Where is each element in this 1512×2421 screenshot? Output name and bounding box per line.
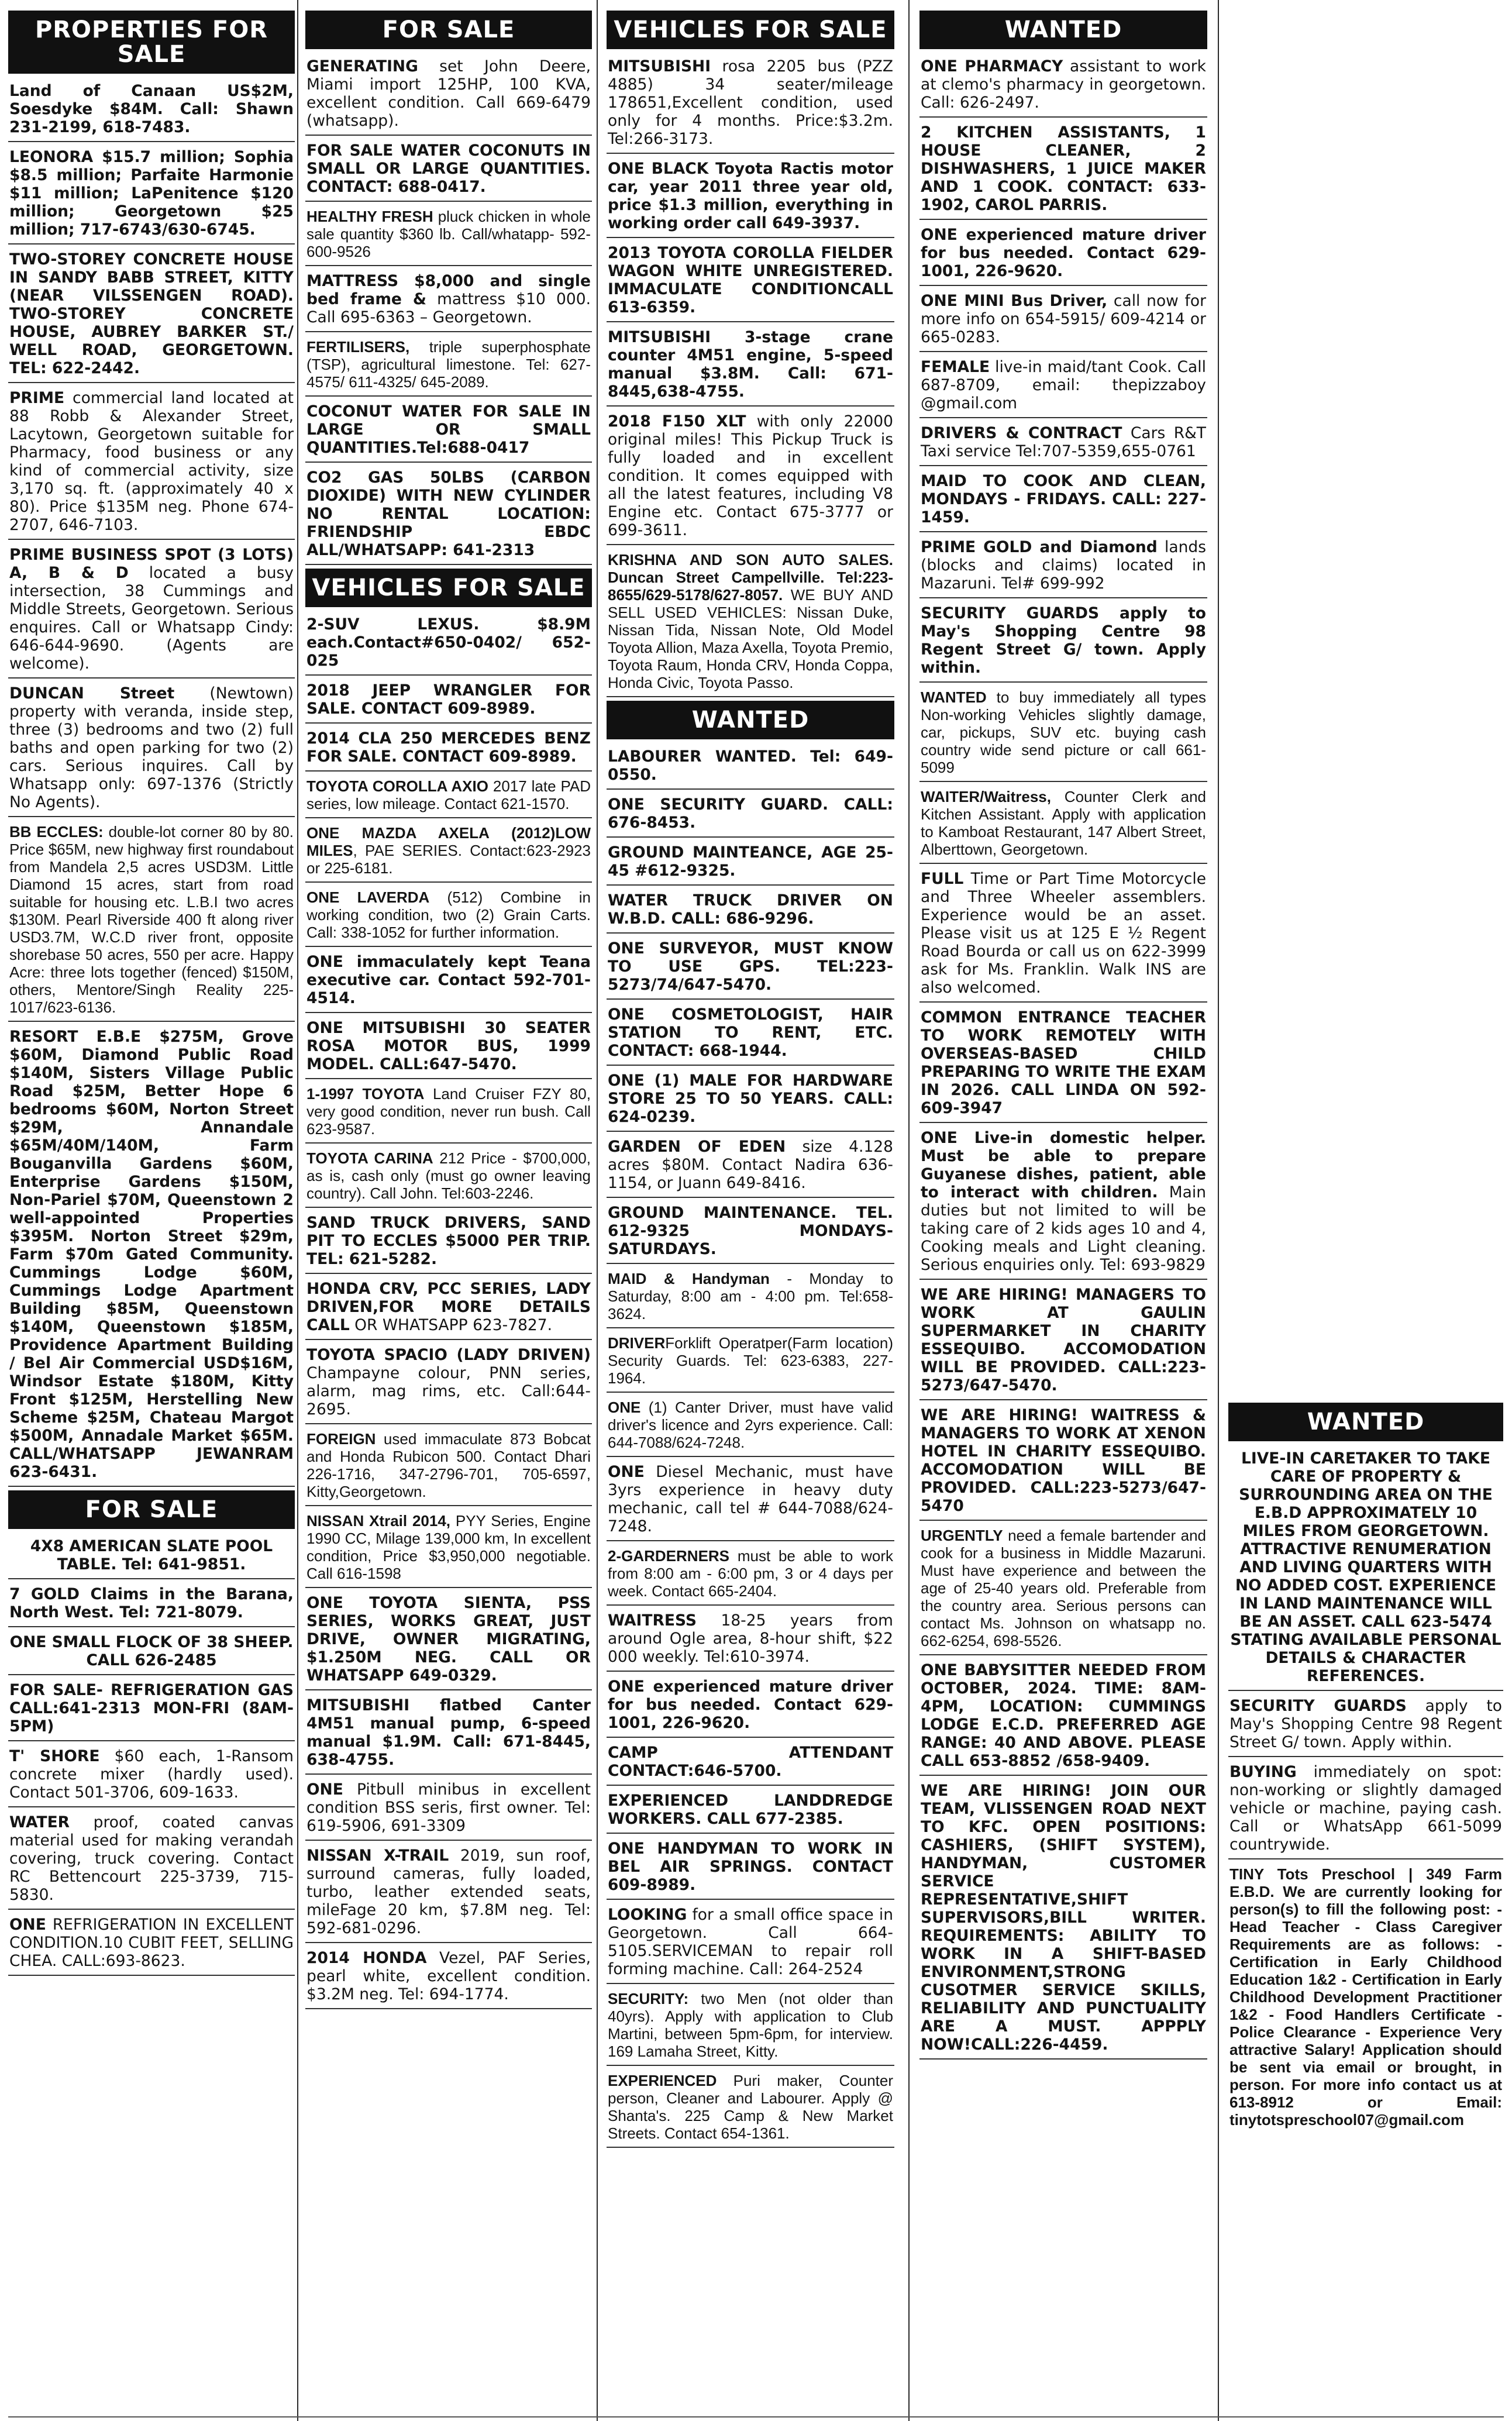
ad-lead: ONE PHARMACY (921, 57, 1063, 75)
ad-lead: WAITRESS (608, 1611, 697, 1630)
ad-lead: 1-1997 TOYOTA (306, 1085, 425, 1103)
ad-text: MAID TO COOK AND CLEAN, MONDAYS - FRIDAYS. CALL: 227-1459. (921, 472, 1206, 526)
ad-text: 4X8 AMERICAN SLATE POOL TABLE. Tel: 641-9851. (30, 1537, 273, 1573)
ad-lead: 2014 HONDA (306, 1949, 427, 1967)
classified-ad (607, 1135, 894, 1198)
classified-ad (919, 121, 1207, 220)
section-header: WANTED (1228, 1403, 1503, 1441)
classified-ad (305, 139, 592, 202)
ad-text: with only 22000 original miles! This Pickup Truck is fully loaded and in excellent condition. It comes equipped with all the latest features, including V8 Engine etc. Contact 675-3777 or 699-3611. (608, 412, 893, 539)
classified-ad (607, 1675, 894, 1738)
classified-ad (8, 387, 295, 540)
ad-text: immediately on spot: non-working or slightly damaged vehicle or machine, paying cash. Call or WhatsApp 661-5099 countrywide. (1229, 1763, 1502, 1854)
classified-ad (607, 1988, 894, 2066)
classified-ad (305, 1277, 592, 1340)
ad-text: WE ARE HIRING! WAITRESS & MANAGERS TO WORK AT XENON HOTEL IN CHARITY ESSEQUIBO. ACCOMODATION WILL BE PROVIDED. CALL:223-5273/647-5470 (921, 1406, 1206, 1515)
classified-ad (919, 867, 1207, 1003)
ad-text: to buy immediately all types Non-working Vehicles slightly damage, car, pickups, SUV etc. buying cash country wide send picture or call 661-5099 (921, 688, 1206, 776)
ad-text: REFRIGERATION IN EXCELLENT CONDITION.10 CUBIT FEET, SELLING CHEA. CALL:693-8623. (9, 1916, 294, 1970)
ad-lead: FOREIGN (306, 1430, 376, 1448)
ad-lead: GENERATING (306, 57, 418, 75)
ad-text: Puri maker, Counter person, Cleaner and Labourer. Apply @ Shanta's. 225 Camp & New Market Streets. Contact 654-1361. (608, 2072, 893, 2142)
classified-ad (8, 1535, 295, 1579)
ad-text: size 4.128 acres $80M. Contact Nadira 636-1154, or Juann 649-8416. (608, 1138, 893, 1192)
classified-ad (607, 410, 894, 545)
ad-text: FOR SALE- REFRIGERATION GAS CALL:641-2313 MON-FRI (8AM-5PM) (9, 1681, 294, 1735)
ad-lead: ONE (9, 1916, 46, 1934)
ad-text: triple superphosphate (TSP), agricultural limestone. Tel: 627-4575/ 611-4325/ 645-2089. (306, 338, 591, 391)
classified-ad (8, 1679, 295, 1741)
classified-ad (305, 613, 592, 676)
ad-text: ONE TOYOTA SIENTA, PSS SERIES, WORKS GREAT, JUST DRIVE, OWNER MIGRATING, $1.250M NEG. CALL OR WHATSAPP 649-0329. (306, 1594, 591, 1685)
classified-ad (919, 356, 1207, 418)
ad-text: ONE experienced mature driver for bus needed. Contact 629-1001, 226-9620. (921, 226, 1206, 280)
ad-text: used immaculate 873 Bobcat and Honda Rubicon 500. Contact Dhari 226-1716, 347-2796-701, 705-6597, Kitty,Georgetown. (306, 1430, 591, 1500)
ad-text: COCONUT WATER FOR SALE IN LARGE OR SMALL QUANTITIES.Tel:688-0417 (306, 402, 591, 457)
classified-ad (919, 1283, 1207, 1400)
ad-text: EXPERIENCED LANDDREDGE WORKERS. CALL 677-2385. (608, 1792, 893, 1828)
classified-ad (305, 1428, 592, 1506)
classified-ad (305, 1510, 592, 1588)
ad-text: TWO-STOREY CONCRETE HOUSE IN SANDY BABB STREET, KITTY (NEAR VILSSENGEN ROAD). TWO-STOREY CONCRETE HOUSE, AUBREY BARKER ST./ WELL ROAD, GEORGETOWN. TEL: 622-2442. (9, 250, 294, 377)
classified-ad (305, 1778, 592, 1841)
ad-text: 7 GOLD Claims in the Barana, North West. Tel: 721-8079. (9, 1585, 294, 1621)
ad-lead: ONE MINI Bus Driver, (921, 292, 1108, 310)
ad-lead: MATTRESS $8,000 and single bed frame & (306, 272, 591, 308)
classified-ad (607, 2069, 894, 2148)
ad-lead: ONE LAVERDA (306, 888, 430, 906)
ad-text: 2019, sun roof, surround cameras, fully loaded, turbo, leather extended seats, mileFage 20 km, $7.8M neg. Tel: 592-681-0296. (306, 1847, 591, 1937)
classified-ad (305, 886, 592, 947)
classified-ad (919, 536, 1207, 598)
ad-text: 212 Price - $700,000, as is, cash only (must go owner leaving country). Call John. Tel:603-2246. (306, 1149, 591, 1202)
ad-text: WE ARE HIRING! JOIN OUR TEAM, VLISSENGEN ROAD NEXT TO KFC. OPEN POSITIONS: CASHIERS, (SHIFT SYSTEM), HANDYMAN, CUSTOMER SERVICE REPRESENTATIVE,SHIFT SUPERVISORS,BILL WRITER. REQUIREMENTS: ABILITY TO WORK IN A SHIFT-BASED ENVIRONMENT,STRONG CUSOTMER SERVICE SKILLS, RELIABILITY AND PUNCTUALITY ARE A MUST. APPPLY NOW!CALL:226-4459. (921, 1782, 1206, 2054)
ad-text: ONE immaculately kept Teana executive car. Contact 592-701-4514. (306, 953, 591, 1007)
page-bottom-rule (8, 2416, 1504, 2417)
ad-lead: DRIVER (608, 1334, 666, 1352)
classified-ad (305, 270, 592, 332)
ad-text: (Newtown) property with veranda, inside step, three (3) bedrooms and two (2) full baths and open parking for two (2) cars. Serious inquires. Call by Whatsapp only: 697-1376 (Strictly No Agents). (9, 684, 294, 811)
ad-lead: ONE MAZDA AXELA (2012)LOW MILES (306, 824, 591, 859)
classified-ad (8, 146, 295, 244)
ad-text: located a busy intersection, 38 Cummings and Middle Streets, Georgetown. Serious enquires. Call or Whatsapp Cindy: 646-644-9690. (Agents are welcome). (9, 564, 294, 673)
ad-text: Counter Clerk and Kitchen Assistant. Apply with application to Kamboat Restaurant, 147 Albert Street, Alberttown, Georgetown. (921, 788, 1206, 858)
section-header: VEHICLES FOR SALE (607, 11, 894, 49)
ad-text: ONE SURVEYOR, MUST KNOW TO USE GPS. TEL:223-5273/74/647-5470. (608, 939, 893, 994)
ad-text: Forklift Operatper(Farm location) Security Guards. Tel: 623-6383, 227-1964. (608, 1334, 893, 1387)
classified-ad (919, 1659, 1207, 1776)
classified-ad (607, 549, 894, 697)
classified-ad (8, 1631, 295, 1675)
ad-text: (1) Canter Driver, must have valid driver's licence and 2yrs experience. Call: 644-7088/624-7248. (608, 1399, 893, 1451)
column-vehicles (607, 11, 894, 2421)
ad-text: mattress $10 000. Call 695-6363 – Georgetown. (306, 290, 591, 326)
classified-ad (607, 889, 894, 934)
column-wanted-2 (1228, 11, 1503, 2421)
classified-ad (607, 1201, 894, 1264)
ad-lead: FERTILISERS, (306, 338, 410, 356)
ad-text: CO2 GAS 50LBS (CARBON DIOXIDE) WITH NEW CYLINDER NO RENTAL LOCATION: FRIENDSHIP EBDC ALL/WHATSAPP: 641-2313 (306, 469, 591, 559)
ad-lead: WATER (9, 1813, 70, 1831)
ad-text: two Men (not older than 40yrs). Apply with application to Club Martini, between 5pm-6pm, for interview. 169 Lamaha Street, Kitty. (608, 1990, 893, 2060)
ad-text: Land of Canaan US$2M, Soesdyke $84M. Call: Shawn 231-2199, 618-7483. (9, 82, 294, 136)
classified-ad (305, 1592, 592, 1690)
ad-text: double-lot corner 80 by 80. Price $65M, new highway first roundabout from Mandela 2,5 acres USD3M. Little Diamond 15 acres, start from road suitable for housing etc. L.B.I two acres $130M. Pearl Riverside 400 ft along river USD3.7M, W.C.D river front, opposite shorebase 50 acres, 550 per acre. Happy Acre: three lots together (fenced) $150M, others, Mentore/Singh Reality 225-1017/623-6136. (9, 823, 294, 1016)
classified-ad (607, 326, 894, 407)
ad-text: ONE SMALL FLOCK OF 38 SHEEP. CALL 626-2485 (9, 1633, 294, 1669)
classified-ad (919, 786, 1207, 864)
ad-text: apply to May's Shopping Centre 98 Regent Street G/ town. Apply within. (1229, 1697, 1502, 1751)
classified-ad (607, 1003, 894, 1066)
ad-text: Vezel, PAF Series, pearl white, excellent condition. $3.2M neg. Tel: 694-1774. (306, 1949, 591, 2003)
classified-ad (1228, 1447, 1503, 1691)
classified-ad (607, 1461, 894, 1541)
classified-ad (607, 1396, 894, 1457)
classified-ad (305, 679, 592, 724)
classified-ad (305, 336, 592, 397)
section-header: WANTED (607, 701, 894, 739)
ad-lead: LOOKING (608, 1906, 687, 1924)
classified-ad (607, 1545, 894, 1606)
ad-text: for a small office space in Georgetown. Call 664-5105.SERVICEMAN to repair roll forming machine. Call: 264-2524 (608, 1906, 893, 1978)
ad-lead: GARDEN OF EDEN (608, 1138, 786, 1156)
classified-ad (607, 55, 894, 154)
column-divider (908, 0, 910, 2421)
ad-lead: DUNCAN Street (9, 684, 175, 702)
ad-text: lands (blocks and claims) located in Mazaruni. Tel# 699-992 (921, 538, 1206, 593)
classified-ad (919, 422, 1207, 466)
ad-text: Cars R&T Taxi service Tel:707-5359,655-0761 (921, 424, 1206, 460)
ad-text: assistant to work at clemo's pharmacy in georgetown. Call: 626-2497. (921, 57, 1206, 112)
ad-text: 2013 TOYOTA COROLLA FIELDER WAGON WHITE UNREGISTERED. IMMACULATE CONDITIONCALL 613-6359. (608, 244, 893, 316)
classified-ad (919, 470, 1207, 532)
ad-text: ONE (1) MALE FOR HARDWARE STORE 25 TO 50 YEARS. CALL: 624-0239. (608, 1072, 893, 1126)
ad-text: MITSUBISHI flatbed Canter 4M51 manual pump, 6-speed manual $1.9M. Call: 671-8445, 638-4755. (306, 1696, 591, 1769)
section-header: VEHICLES FOR SALE (305, 569, 592, 607)
ad-lead: SECURITY GUARDS (1229, 1697, 1407, 1715)
ad-lead: ONE (608, 1399, 641, 1416)
ad-lead: NISSAN X-TRAIL (306, 1847, 449, 1865)
ad-text: LEONORA $15.7 million; Sophia $8.5 million; Parfaite Harmonie $11 million; LaPenitence $120 million; Georgetown $25 million; 717-6743/630-6745. (9, 148, 294, 239)
classified-ad (8, 1811, 295, 1910)
ad-lead: HONDA CRV, PCC SERIES, LADY DRIVEN,FOR MORE DETAILS CALL (306, 1280, 591, 1334)
classified-ad (305, 1017, 592, 1079)
ad-lead: TOYOTA CARINA (306, 1149, 433, 1167)
classified-ad (8, 821, 295, 1022)
classified-ad (305, 1211, 592, 1274)
ad-text: must be able to work from 8:00 am - 6:00 pm, 3 or 4 days per week. Contact 665-2404. (608, 1547, 893, 1600)
classified-ad (8, 682, 295, 817)
ad-text: $60 each, 1-Ransom concrete mixer (hardly used). Contact 501-3706, 609-1633. (9, 1747, 294, 1802)
classified-ad (607, 1268, 894, 1328)
ad-text: 2-SUV LEXUS. $8.9M each.Contact#650-0402/ 652-025 (306, 615, 591, 670)
ad-lead: KRISHNA AND SON AUTO SALES. Duncan Street Campellville. Tel:223-8655/629-5178/627-8057. (608, 551, 893, 604)
column-properties (8, 11, 295, 2421)
ad-lead: WANTED (921, 688, 987, 706)
ad-text: CAMP ATTENDANT CONTACT:646-5700. (608, 1744, 893, 1780)
ad-lead: FULL (921, 870, 964, 888)
ad-text: 2014 CLA 250 MERCEDES BENZ FOR SALE. CONTACT 609-8989. (306, 729, 591, 766)
ad-text: rosa 2205 bus (PZZ 4885) 34 seater/mileage 178651,Excellent condition, used only for 4 months. Price:$3.2m. Tel:266-3173. (608, 57, 893, 148)
column-for-sale (305, 11, 592, 2421)
classified-ad (919, 1779, 1207, 2060)
column-wanted (919, 11, 1207, 2421)
ad-lead: T' SHORE (9, 1747, 100, 1765)
ad-lead: PRIME GOLD and Diamond (921, 538, 1158, 556)
ad-lead: HEALTHY FRESH (306, 208, 433, 225)
ad-text: ONE BLACK Toyota Ractis motor car, year 2011 three year old, price $1.3 million, everything in working order call 649-3937. (608, 160, 893, 232)
ad-lead: NISSAN Xtrail 2014, (306, 1512, 451, 1530)
classified-ad (305, 400, 592, 463)
classified-ad (8, 1913, 295, 1976)
classified-ad (305, 55, 592, 136)
classified-ad (1228, 1695, 1503, 1757)
ad-text: pluck chicken in whole sale quantity $360 lb. Call/whatapp- 592-600-9526 (306, 208, 591, 260)
classified-ad (607, 1741, 894, 1786)
classified-ad (919, 223, 1207, 286)
ad-lead: ONE Live-in domestic helper. Must be able to prepare Guyanese dishes, patient, able to interact with children. (921, 1129, 1206, 1201)
ad-text: ONE BABYSITTER NEEDED FROM OCTOBER, 2024. TIME: 8AM-4PM, LOCATION: CUMMINGS LODGE E.C.D. PREFERRED AGE RANGE: 40 AND ABOVE. PLEASE CALL 653-8852 /658-9409. (921, 1661, 1206, 1770)
classified-ad (919, 1127, 1207, 1280)
ad-text: (512) Combine in working condition, two (2) Grain Carts. Call: 338-1052 for further information. (306, 888, 591, 941)
ad-lead: SECURITY: (608, 1990, 689, 2007)
ad-lead: PRIME (9, 389, 65, 407)
ad-text: call now for more info on 654-5915/ 609-4214 or 665-0283. (921, 292, 1206, 346)
ad-text: Time or Part Time Motorcycle and Three Wheeler assemblers. Experience would be an asset. Please visit us at 125 E ½ Regent Road Bourda or call us on 622-3999 ask for Ms. Franklin. Walk INS are also welcomed. (921, 870, 1206, 997)
classified-ad (607, 745, 894, 790)
ad-lead: 2-GARDERNERS (608, 1547, 730, 1565)
ad-text: commercial land located at 88 Robb & Alexander Street, Lacytown, Georgetown suitable for Pharmacy, food business or any kind of commercial activity, size 3,170 sq. ft. (approximately 40 x 80). Price $135M neg. Phone 674-2707, 646-7103. (9, 389, 294, 534)
ad-lead: DRIVERS & CONTRACT (921, 424, 1122, 442)
ad-text: TINY Tots Preschool | 349 Farm E.B.D. We are currently looking for person(s) to fill the following post: - Head Teacher - Class Caregiver Requirements are as follows: - Certification in Early Childhood Education 1&2 - Certification in Early Childhood Development Practitioner 1&2 - Food Handlers Certificate - Police Clearance - Experience Very attractive Salary! Application should be sent via email or brought, in person. For more info contact us at 613-8912 or Email: tinytotspreschool07@gmail.com (1229, 1865, 1502, 2129)
section-header: FOR SALE (305, 11, 592, 49)
ad-lead: ONE (608, 1463, 645, 1481)
classified-ad (1228, 1863, 1503, 2133)
section-header: WANTED (919, 11, 1207, 49)
ad-text: set John Deere, Miami import 125HP, 100 KVA, excellent condition. Call 669-6479 (whatsapp). (306, 57, 591, 130)
ad-lead: EXPERIENCED (608, 2072, 717, 2089)
ad-lead: BB ECCLES: (9, 823, 104, 841)
ad-text: LABOURER WANTED. Tel: 649-0550. (608, 748, 893, 784)
classified-ad (919, 602, 1207, 683)
ad-lead: TOYOTA COROLLA AXIO (306, 777, 488, 795)
ad-text: ONE SECURITY GUARD. CALL: 676-8453. (608, 795, 893, 832)
ad-text: Land Cruiser FZY 80, very good condition, never run bush. Call 623-9587. (306, 1085, 591, 1138)
ad-text: FOR SALE WATER COCONUTS IN SMALL OR LARGE QUANTITIES. CONTACT: 688-0417. (306, 142, 591, 196)
classified-ad (305, 466, 592, 565)
ad-text: proof, coated canvas material used for making verandah covering, truck covering. Contact RC Bettencourt 225-3739, 715-5830. (9, 1813, 294, 1904)
classified-ad (1228, 1761, 1503, 1859)
ad-text: 2018 JEEP WRANGLER FOR SALE. CONTACT 609-8989. (306, 681, 591, 718)
ad-text: live-in maid/tant Cook. Call 687-8709, email: thepizzaboy @gmail.com (921, 358, 1206, 412)
section-header: PROPERTIES FOR SALE (8, 11, 295, 74)
classified-ad (305, 822, 592, 883)
ad-text: SECURITY GUARDS apply to May's Shopping Centre 98 Regent Street G/ town. Apply within. (921, 604, 1206, 677)
ad-text: need a female bartender and cook for a business in Middle Mazaruni. Must have experience and between the age of 25-40 years old. Preferable from the country area. Serious persons can contact Ms. Johnson on whatsapp no. 662-6254, 698-5526. (921, 1527, 1206, 1649)
classified-ad (8, 248, 295, 383)
ad-lead: FEMALE (921, 358, 990, 376)
classified-ad (305, 775, 592, 818)
classified-ad (305, 1083, 592, 1144)
ad-text: SAND TRUCK DRIVERS, SAND PIT TO ECCLES $5000 PER TRIP. TEL: 621-5282. (306, 1214, 591, 1268)
ad-lead: MAID & Handyman (608, 1270, 770, 1287)
ad-text: Champayne colour, PNN series, alarm, mag rims, etc. Call:644-2695. (306, 1364, 591, 1418)
ad-text: 18-25 years from around Ogle area, 8-hour shift, $22 000 weekly. Tel:610-3974. (608, 1611, 893, 1666)
classified-ad (8, 543, 295, 679)
ad-lead: URGENTLY (921, 1527, 1003, 1544)
ad-text: LIVE-IN CARETAKER TO TAKE CARE OF PROPERTY & SURROUNDING AREA ON THE E.B.D APPROXIMATELY 10 MILES FROM GEORGETOWN. ATTRACTIVE RENUMERATION AND LIVING QUARTERS WITH NO ADDED COST. EXPERIENCE IN LAND MAINTENANCE WILL BE AN ASSET. CALL 623-5474 STATING AVAILABLE PERSONAL DETAILS & CHARACTER REFERENCES. (1230, 1449, 1501, 1685)
column-divider (597, 0, 598, 2421)
classified-ad (607, 1069, 894, 1132)
ad-text: ONE experienced mature driver for bus needed. Contact 629-1001, 226-9620. (608, 1678, 893, 1732)
ad-lead: WAITER/Waitress, (921, 788, 1051, 805)
classified-ad (305, 1344, 592, 1424)
blank-space (1228, 11, 1503, 1403)
classified-ad (919, 55, 1207, 118)
ad-text: ONE MITSUBISHI 30 SEATER ROSA MOTOR BUS, 1999 MODEL. CALL:647-5470. (306, 1019, 591, 1073)
ad-text: RESORT E.B.E $275M, Grove $60M, Diamond Public Road $140M, Sisters Village Public Road $25M, Better Hope 6 bedrooms $60M, Norton Street $29M, Annandale $65M/40M/140M, Farm Bouganvilla Gardens $60M, Enterprise Gardens $150M, Non-Pariel $70M, Queenstown 2 well-appointed Properties $395M. Norton Street $29m, Farm $70m Gated Community. Cummings Lodge $60M, Cummings Lodge Apartment Building $85M, Queenstown $140M, Queenstown $185M, Providence Apartment Building / Bel Air Commercial USD$16M, Windsor Estate $180M, Kitty Front $125M, Herstelling New Scheme $25M, Chateau Margot $500M, Annadale Market $65M. CALL/WHATSAPP JEWANRAM 623-6431. (9, 1028, 294, 1481)
classified-ad (607, 1837, 894, 1900)
classified-ad (607, 841, 894, 886)
ad-text: 2017 late PAD series, low mileage. Contact 621-1570. (306, 777, 591, 812)
ad-text: , PAE SERIES. Contact:623-2923 or 225-6181. (306, 842, 591, 877)
ad-lead: TOYOTA SPACIO (LADY DRIVEN) (306, 1346, 591, 1364)
classified-ad (607, 937, 894, 1000)
classified-ad (607, 1332, 894, 1393)
classified-ad (305, 727, 592, 772)
ad-text: Pitbull minibus in excellent condition BSS seris, first owner. Tel: 619-5906, 691-3309 (306, 1781, 591, 1835)
classified-ad (919, 1404, 1207, 1521)
classified-ad (607, 157, 894, 238)
classified-ad (305, 1147, 592, 1208)
classified-ad (607, 1609, 894, 1672)
ad-text: GROUND MAINTENANCE. TEL. 612-9325 MONDAYS-SATURDAYS. (608, 1204, 893, 1258)
classified-ad (919, 686, 1207, 782)
classified-ad (607, 242, 894, 322)
ad-text: ONE COSMETOLOGIST, HAIR STATION TO RENT, ETC. CONTACT: 668-1944. (608, 1005, 893, 1060)
classified-ad (305, 205, 592, 266)
classified-ad (919, 1006, 1207, 1123)
classified-ad (305, 1947, 592, 2009)
ad-text: PYY Series, Engine 1990 CC, Milage 139,000 km, In excellent condition, Price $3,950,000 negotiable. Call 616-1598 (306, 1512, 591, 1582)
ad-text: GROUND MAINTEANCE, AGE 25-45 #612-9325. (608, 843, 893, 880)
ad-text: 2 KITCHEN ASSISTANTS, 1 HOUSE CLEANER, 2 DISHWASHERS, 1 JUICE MAKER AND 1 COOK. CONTACT: 633-1902, CAROL PARRIS. (921, 123, 1206, 214)
ad-text: OR WHATSAPP 623-7827. (349, 1316, 553, 1334)
ad-text: Main duties but not limited to will be taking care of 2 kids ages 10 and 4, Cooking meals and Light cleaning. Serious enquiries only. Tel: 693-9829 (921, 1183, 1206, 1274)
ad-lead: PRIME BUSINESS SPOT (3 LOTS) A, B & D (9, 546, 294, 582)
ad-text: WATER TRUCK DRIVER ON W.B.D. CALL: 686-9296. (608, 891, 893, 928)
ad-text: WE ARE HIRING! MANAGERS TO WORK AT GAULIN SUPERMARKET IN CHARITY ESSEQUIBO. ACCOMODATION WILL BE PROVIDED. CALL:223-5273/647-5470. (921, 1286, 1206, 1394)
ad-text: - Monday to Saturday, 8:00 am - 4:00 pm. Tel:658-3624. (608, 1270, 894, 1323)
classified-ad (919, 290, 1207, 352)
ad-lead: ONE (306, 1781, 343, 1799)
ad-text: MITSUBISHI 3-stage crane counter 4M51 engine, 5-speed manual $3.8M. Call: 671-8445,638-4755. (608, 328, 893, 401)
column-divider (297, 0, 298, 2421)
ad-lead: MITSUBISHI (608, 57, 711, 75)
column-divider (1218, 0, 1219, 2421)
classified-ad (8, 1745, 295, 1807)
classified-ad (305, 951, 592, 1013)
classified-ad (607, 793, 894, 838)
ad-text: COMMON ENTRANCE TEACHER TO WORK REMOTELY WITH OVERSEAS-BASED CHILD PREPARING TO WRITE THE EXAM IN 2026. CALL LINDA ON 592-609-3947 (921, 1008, 1206, 1117)
classified-ad (8, 1583, 295, 1627)
ad-text: ONE HANDYMAN TO WORK IN BEL AIR SPRINGS. CONTACT 609-8989. (608, 1840, 893, 1894)
classified-ad (305, 1694, 592, 1775)
ad-lead: BUYING (1229, 1763, 1297, 1781)
classified-ad (607, 1903, 894, 1984)
ad-text: Diesel Mechanic, must have 3yrs experience in heavy duty mechanic, call tel # 644-7088/624-7248. (608, 1463, 893, 1535)
classified-ad (305, 1844, 592, 1943)
classified-ad (8, 1025, 295, 1487)
section-header: FOR SALE (8, 1490, 295, 1529)
classified-ad (607, 1789, 894, 1834)
classified-ad (8, 80, 295, 142)
ad-lead: 2018 F150 XLT (608, 412, 746, 431)
ad-text: WE BUY AND SELL USED VEHICLES: Nissan Duke, Nissan Tida, Nissan Note, Old Model Toyota Allion, Maza Axella, Toyota Premio, Toyota Raum, Honda CRV, Honda Coppa, Honda Civic, Toyota Passo. (608, 586, 893, 691)
classified-ad (919, 1524, 1207, 1655)
